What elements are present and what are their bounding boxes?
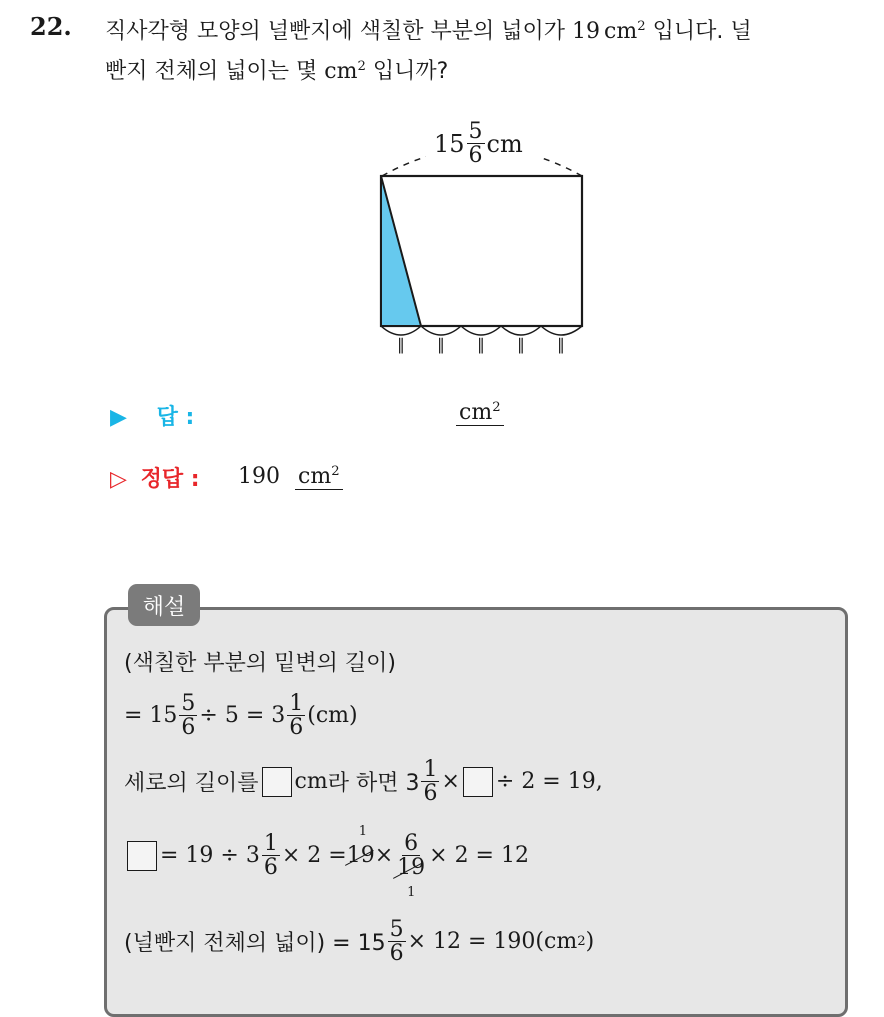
correct-answer-row — [110, 462, 200, 493]
solution-line-1: (색칠한 부분의 밑변의 길이) — [124, 651, 396, 676]
blank-square — [262, 767, 292, 797]
correct-answer-label: 정답 : — [140, 467, 200, 492]
width-label: 15 $\frac{5}{6}$ cm — [434, 119, 523, 169]
base-division-arcs — [381, 326, 582, 335]
problem-text-line2: 빤지 전체의 넓이는 몇 $cm^2$ 입니까? — [105, 59, 449, 84]
correct-answer-value: 190 $cm^2$ — [238, 464, 343, 489]
answer-blank[interactable]: $cm^2$ — [456, 400, 504, 425]
solution-line-2: = 15 $\frac{5}{6}$ ÷ 5 = 3 $\frac{1}{6}$ (cm) — [124, 691, 358, 741]
blank-square — [127, 841, 157, 871]
tick-mark: ∥ — [397, 335, 405, 354]
solution-tag: 해설 — [128, 584, 200, 626]
tick-mark: ∥ — [437, 335, 445, 354]
solution-line-4: = 19 ÷ 3 $\frac{1}{6}$ × 2 = 1 19 × 6 19 1 × 2 = 12 — [124, 832, 529, 879]
answer-label: 답 : — [156, 405, 195, 430]
solution-line-3: 세로의 길이를 cm 라 하면 3 $\frac{1}{6}$ × ÷ 2 = 19, — [124, 757, 603, 807]
cancelled-number: 1 19 — [347, 843, 375, 868]
answer-row — [110, 400, 194, 431]
outline-arrow-icon: ▷ — [110, 467, 127, 492]
tick-mark: ∥ — [477, 335, 485, 354]
tick-mark: ∥ — [557, 335, 565, 354]
solution-line-5: (널빤지 전체의 넓이) = 15 $\frac{5}{6}$ × 12 = 190( cm 2 ) — [124, 917, 595, 967]
cancelled-denominator: 19 1 — [395, 856, 427, 879]
play-arrow-icon: ▶ — [110, 405, 127, 430]
problem-text-line1: 직사각형 모양의 널빤지에 색칠한 부분의 넓이가 19 $cm^2$ 입니다. 널 — [105, 19, 752, 44]
blank-square — [463, 767, 493, 797]
tick-mark: ∥ — [517, 335, 525, 354]
problem-number: 22. — [30, 12, 72, 41]
